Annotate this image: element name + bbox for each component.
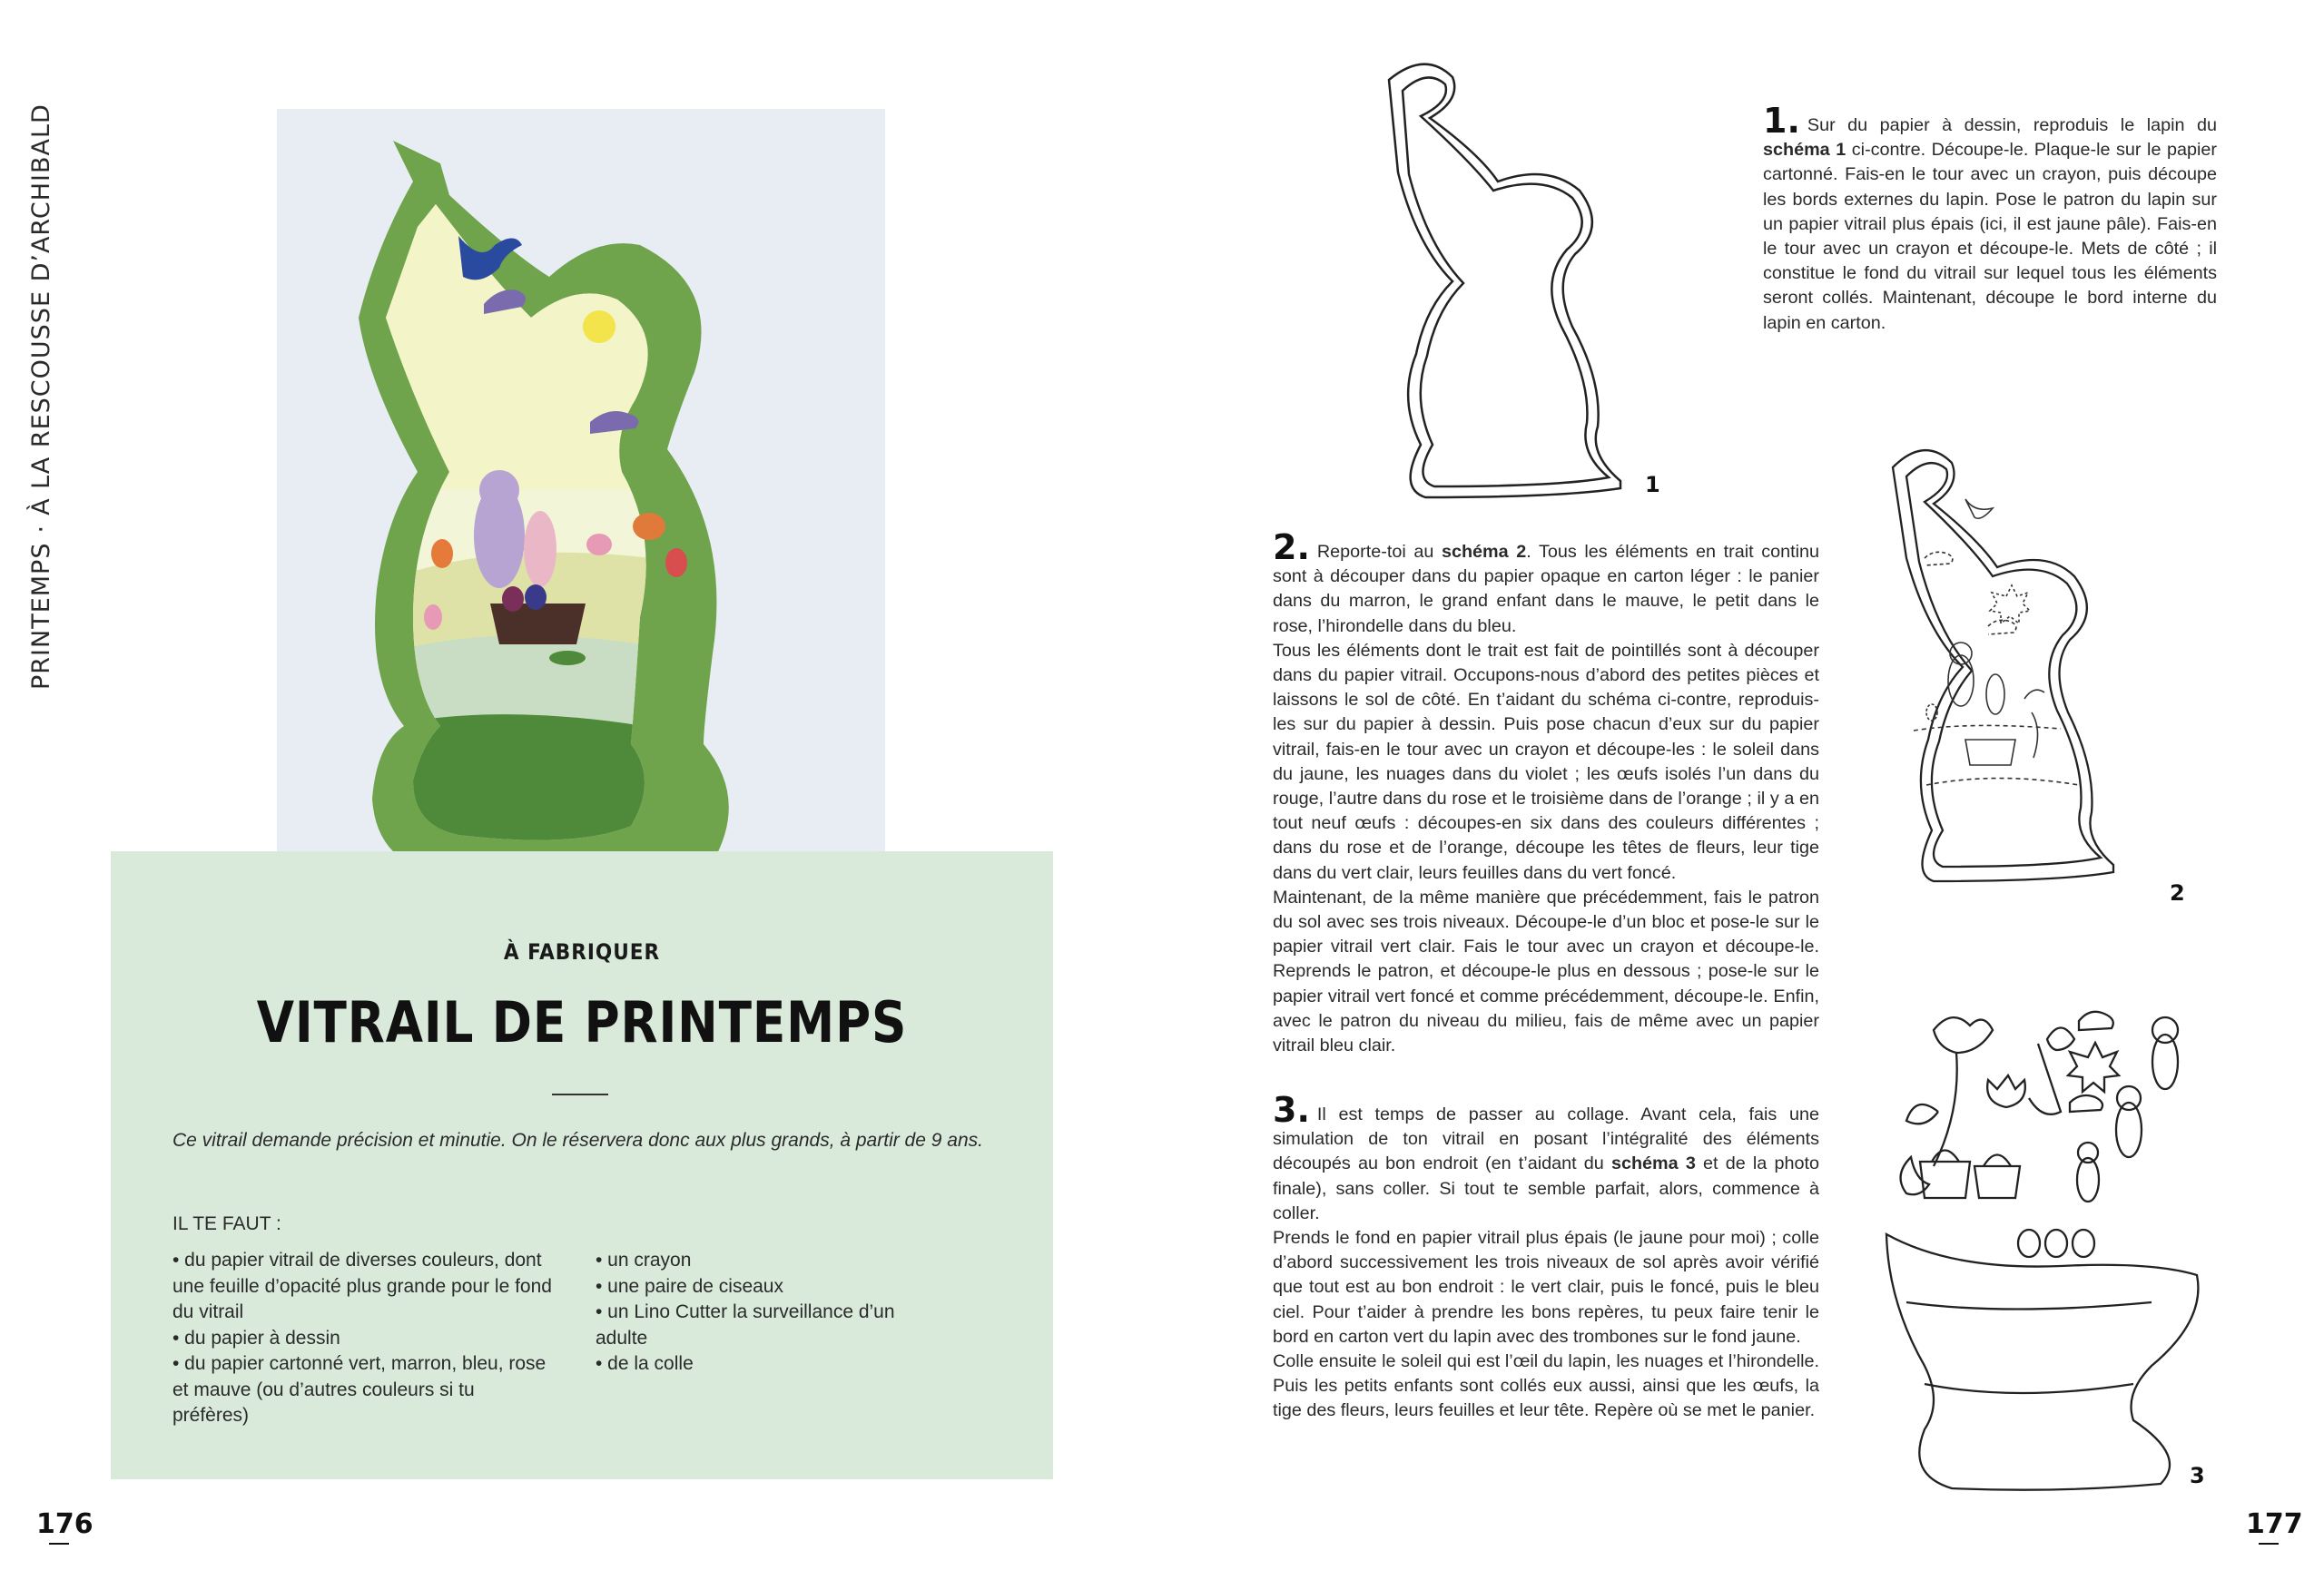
step-2-paragraph-3: Maintenant, de la même manière que précédemment, fais le patron du sol avec ses trois niveaux. Découpe-le d’un bloc et pose-le sur le papier vitrail vert clair. Fais le tour avec un crayon et découpe-le. Reprends le patron, et découpe-le plus en dessous ; pose-le sur le papier vitrail vert foncé et comme précédemment, découpe-le. Enfin, avec le patron du niveau du milieu, fais de même avec un papier vitrail bleu clair. — [1273, 887, 1819, 1056]
step-3-text-a: Il est temps de passer au collage. Avant cela, fais une simulation de ton vitrail en posant l’intégralité des éléments découpés au bon endroit (en t’aidant du — [1273, 1104, 1819, 1174]
rabbit-stained-glass-illustration — [277, 109, 885, 898]
finished-craft-photo — [277, 109, 885, 898]
step-3-paragraph-3: Colle ensuite le soleil qui est l’œil du lapin, les nuages et l’hirondelle. Puis les petits enfants sont collés eux aussi, ainsi que les œufs, la tige des fleurs, leurs feuilles et leur tête. Repère où se met le panier. — [1273, 1351, 1819, 1421]
title-separator: · — [27, 524, 55, 534]
page-title: VITRAIL DE PRINTEMPS — [256, 989, 908, 1055]
materials-heading: IL TE FAUT : — [172, 1213, 281, 1234]
materials-item: • un Lino Cutter la surveillance d’un adulte — [596, 1301, 895, 1349]
step-3 — [1273, 1090, 1819, 1424]
step-3-text-b: et de la photo finale), sans coller. Si tout te semble parfait, alors, commence à coller. — [1273, 1153, 1819, 1223]
materials-list-left — [172, 1248, 554, 1429]
step-1-number: 1. — [1763, 101, 1800, 141]
step-1-text-b: ci-contre. Découpe-le. Plaque-le sur le papier cartonné. Fais-en le tour avec un crayon, puis découpe les bords externes du lapin. Pose le patron du lapin sur un papier vitrail plus épais (ici, il est jaune pâle). Fais-en le tour avec un crayon et découpe-le. Mets de côté ; il constitue le fond du vitrail sur lequel tous les éléments seront collés. Maintenant, découpe le bord interne du lapin en carton. — [1763, 140, 2217, 333]
story-name: À LA RESCOUSSE D’ARCHIBALD — [27, 103, 55, 515]
step-2-paragraph-2: Tous les éléments dont le trait est fait de pointillés sont à découper dans du papier vitrail. Occupons-nous d’abord des petites pièces et laissons le sol de côté. En t’aidant du schéma ci-contre, reproduis-les sur du papier à dessin. Puis pose chacun d’eux sur du papier vitrail, fais-en le tour avec un crayon et découpe-les : le soleil dans du jaune, les nuages dans du violet ; les œufs isolés l’un dans du rouge, l’autre dans du rose et le troisième dans de l’orange ; il y a en tout neuf œufs : découpes-en six dans des couleurs différentes ; dans du rose et de l’orange, découpe les têtes de fleurs, leur tige dans du vert clair, leurs feuilles dans du vert foncé. — [1273, 640, 1819, 883]
materials-item: • un crayon — [596, 1250, 692, 1271]
schema-1-label: 1 — [1645, 472, 1660, 497]
schema-2-rabbit-detailed — [1879, 422, 2188, 912]
step-3-bold: schéma 3 — [1610, 1153, 1696, 1174]
title-divider — [552, 1094, 608, 1095]
page-number-underline — [2259, 1543, 2279, 1545]
materials-item: • du papier cartonné vert, marron, bleu, rose et mauve (ou d’autres couleurs si tu préfères) — [172, 1353, 547, 1426]
step-1-text-a: Sur du papier à dessin, reproduis le lapin du — [1807, 115, 2217, 135]
step-1-bold: schéma 1 — [1763, 140, 1846, 161]
step-3-paragraph-2: Prends le fond en papier vitrail plus épais (le jaune pour moi) ; colle d’abord successivement les trois niveaux de sol après avoir vérifié que tout est au bon endroit : le vert clair, puis le foncé, puis le bleu ciel. Pour t’aider à prendre les bons repères, tu peux faire tenir le bord en carton vert du lapin avec des trombones sur le fond jaune. — [1273, 1228, 1819, 1347]
schema-3-pieces-layout — [1879, 1003, 2224, 1493]
step-2-text-b: . Tous les éléments en trait continu sont à découper dans du papier opaque en carton léger : le panier dans du marron, le grand enfant dans le mauve, le petit dans le rose, l’hirondelle dans du bleu. — [1273, 542, 1819, 636]
step-1 — [1763, 101, 2217, 336]
materials-item: • une paire de ciseaux — [596, 1275, 783, 1297]
step-2-text-a: Reporte-toi au — [1316, 542, 1442, 562]
schema-3-label: 3 — [2190, 1463, 2205, 1488]
step-2 — [1273, 527, 1819, 1058]
page-number-right: 177 — [2246, 1508, 2303, 1540]
step-2-bold: schéma 2 — [1441, 542, 1527, 562]
schema-1-rabbit-outline — [1362, 54, 1689, 508]
intro-text: Ce vitrail demande précision et minutie. On le réservera donc aux plus grands, à partir de 9 ans. — [172, 1130, 983, 1151]
step-2-number: 2. — [1273, 527, 1310, 567]
section-name: PRINTEMPS — [27, 542, 55, 690]
schema-2-label: 2 — [2170, 880, 2185, 906]
step-3-number: 3. — [1273, 1090, 1310, 1130]
materials-item: • du papier à dessin — [172, 1327, 340, 1349]
materials-item: • du papier vitrail de diverses couleurs, dont une feuille d’opacité plus grande pour le fond du vitrail — [172, 1250, 552, 1322]
page-number-left: 176 — [36, 1508, 94, 1540]
materials-list-right — [596, 1248, 931, 1378]
materials-item: • de la colle — [596, 1353, 694, 1374]
kicker-label: À FABRIQUER — [503, 939, 661, 965]
page-number-underline — [49, 1543, 69, 1545]
section-running-title — [27, 103, 82, 690]
